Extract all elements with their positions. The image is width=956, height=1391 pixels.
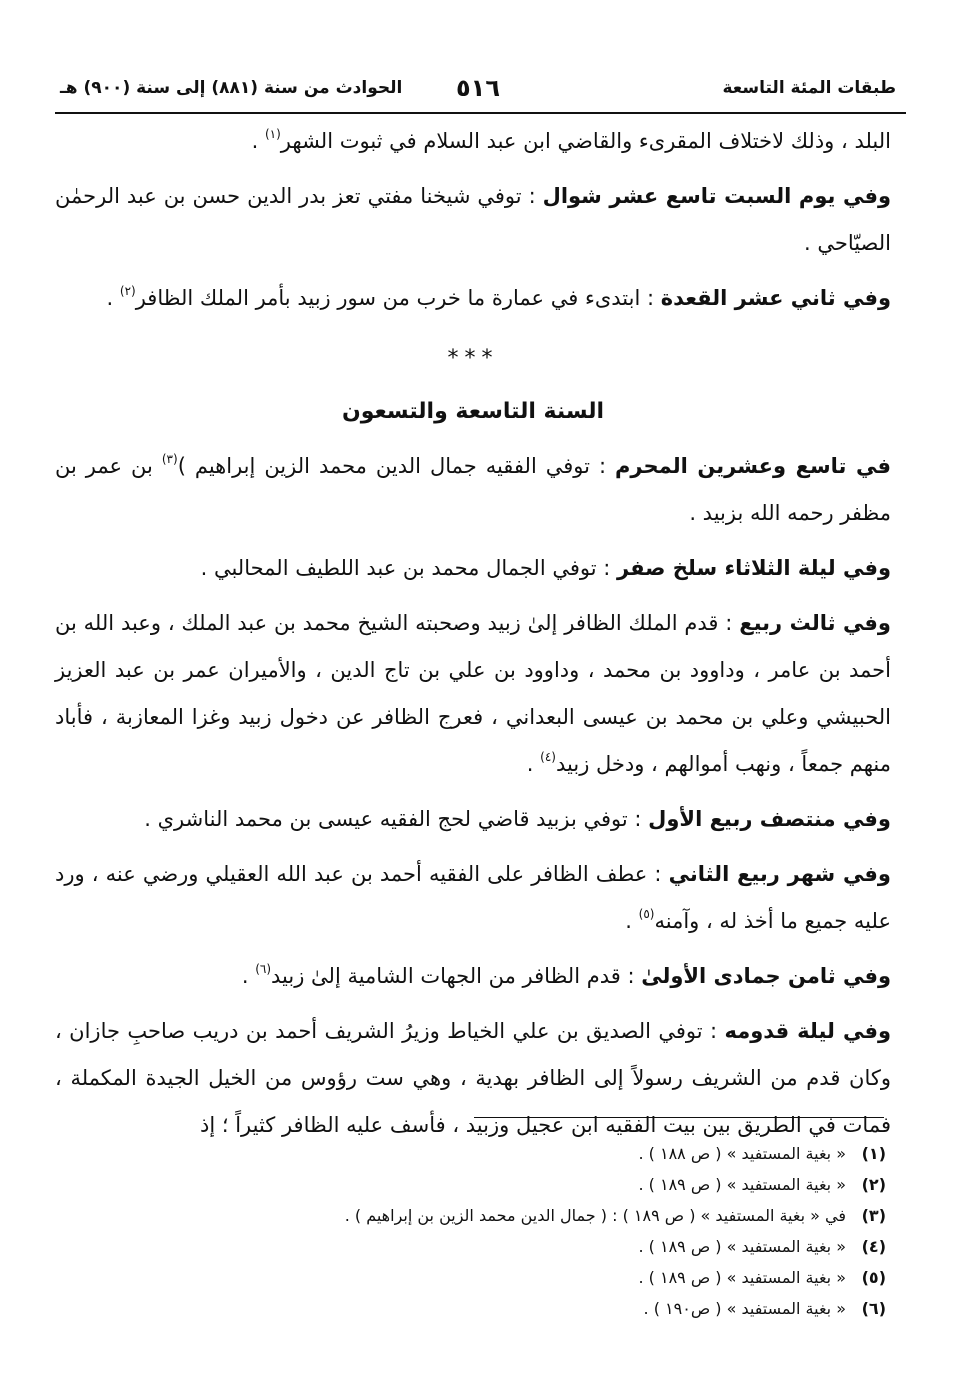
paragraph-lead: وفي منتصف ربيع الأول bbox=[648, 807, 891, 831]
footnote-item bbox=[60, 1262, 886, 1293]
paragraph-text: : ابتدىء في عمارة ما خرب من سور زبيد بأمر الملك الظافر bbox=[135, 286, 661, 310]
paragraph bbox=[55, 173, 891, 267]
paragraph-lead: وفي ليلة الثلاثاء سلخ صفر bbox=[617, 556, 891, 580]
paragraph bbox=[55, 1008, 891, 1149]
paragraph-text: البلد ، وذلك لاختلاف المقرىء والقاضي ابن عبد السلام في ثبوت الشهر bbox=[280, 129, 891, 153]
section-separator: *** bbox=[447, 346, 499, 371]
paragraph-lead: وفي ليلة قدومه bbox=[724, 1019, 892, 1043]
paragraph bbox=[55, 545, 891, 592]
footnote-ref[interactable]: (١) bbox=[264, 127, 281, 141]
footnote-rule bbox=[474, 1117, 884, 1118]
footnote-item bbox=[60, 1293, 886, 1324]
paragraph-text: : توفي شيخنا مفتي تعز بدر الدين حسن بن عبد الرحمٰن الصيّاحي . bbox=[55, 184, 891, 255]
footnote-number: (٢) bbox=[861, 1175, 886, 1194]
paragraph-tail: . bbox=[625, 909, 639, 933]
footnote-ref[interactable]: (٤) bbox=[540, 750, 556, 764]
paragraph-lead: وفي ثاني عشر القعدة bbox=[660, 286, 891, 310]
footnote-ref[interactable]: (٣) bbox=[161, 452, 178, 466]
main-text bbox=[55, 118, 891, 1157]
footnote-text: « بغية المستفيد » ( ص ١٨٩ ) . bbox=[638, 1268, 846, 1287]
paragraph bbox=[55, 851, 891, 945]
paragraph-lead: وفي ثامن جمادى الأولىٰ bbox=[641, 964, 891, 988]
running-header bbox=[60, 74, 896, 110]
paragraph bbox=[55, 953, 891, 1000]
footnote-text: « بغية المستفيد » ( ص ١٨٨ ) . bbox=[638, 1144, 846, 1163]
footnote-item bbox=[60, 1169, 886, 1200]
header-rule bbox=[55, 112, 906, 114]
paragraph-tail: . bbox=[106, 286, 120, 310]
footnote-number: (٤) bbox=[861, 1237, 886, 1256]
paragraph-tail: . bbox=[251, 129, 265, 153]
footnote-item bbox=[60, 1231, 886, 1262]
footnote-item bbox=[60, 1138, 886, 1169]
paragraph-text: : عطف الظافر على الفقيه أحمد بن عبد الله العقيلي ورضي عنه ، ورد عليه جميع ما أخذ له ، وآمنه bbox=[55, 862, 891, 933]
paragraph-tail: . bbox=[526, 752, 541, 776]
footnote-text: « بغية المستفيد » ( ص ١٨٩ ) . bbox=[638, 1175, 846, 1194]
paragraph-lead: في تاسع وعشرين المحرم bbox=[615, 454, 891, 478]
paragraph-lead: وفي ثالث ربيع bbox=[739, 611, 891, 635]
footnote-text: « بغية المستفيد » ( ص ١٨٩ ) . bbox=[638, 1237, 846, 1256]
paragraph-text: : توفي الفقيه جمال الدين محمد الزين إبراهيم ) bbox=[177, 454, 616, 478]
paragraph bbox=[55, 275, 891, 322]
paragraph bbox=[55, 443, 891, 537]
paragraph-text: : قدم الملك الظافر إلىٰ زبيد وصحبته الشيخ محمد بن عبد الملك ، وعبد الله بن أحمد بن عامر ، وداوود بن محمد ، وداوود بن علي بن تاج الدين ، والأميران عمر بن عبد العزيز الحبيشي وعلي بن محمد بن عيسى البعداني ، فعرج الظافر عن دخول زبيد وغزا المعازبة ، فأباد منهم جمعاً ، ونهب أموالهم ، ودخل زبيد bbox=[55, 611, 891, 776]
footnote-ref[interactable]: (٢) bbox=[119, 284, 136, 298]
footnote-number: (٣) bbox=[861, 1206, 886, 1225]
page-number: ٥١٦ bbox=[456, 74, 500, 102]
paragraph-tail: . bbox=[241, 964, 256, 988]
bottom-paragraphs bbox=[55, 443, 891, 1149]
paragraph-text: : توفي الصديق بن علي الخياط وزيرُ الشريف أحمد بن دريب صاحبِ جازان ، وكان قدم من الشريف رسولاً إلى الظافر بهدية ، وهي ست رؤوس من الخيل الجيدة المكملة ، فمات في الطريق بين بيت الفقيه ابن عجيل وزبيد ، فأسف عليه الظافر كثيراً ؛ إذ bbox=[55, 1019, 891, 1137]
footnote-number: (٦) bbox=[861, 1299, 886, 1318]
footnote-ref[interactable]: (٦) bbox=[255, 962, 272, 976]
footnotes bbox=[60, 1138, 886, 1324]
paragraph bbox=[55, 600, 891, 788]
book-title-header: طبقات المئة التاسعة bbox=[722, 78, 896, 98]
footnote-item bbox=[60, 1200, 886, 1231]
paragraph bbox=[55, 796, 891, 843]
footnote-ref[interactable]: (٥) bbox=[638, 907, 655, 921]
footnote-text: « بغية المستفيد » ( ص١٩٠ ) . bbox=[643, 1299, 846, 1318]
footnote-number: (٥) bbox=[861, 1268, 886, 1287]
paragraph-text: : توفي بزبيد قاضي لحج الفقيه عيسى بن محمد الناشري . bbox=[144, 807, 649, 831]
chapter-title-header: الحوادث من سنة (٨٨١) إلى سنة (٩٠٠) هـ bbox=[60, 78, 403, 98]
paragraph-text: : توفي الجمال محمد بن عبد اللطيف المحالبي . bbox=[200, 556, 617, 580]
paragraph bbox=[55, 118, 891, 165]
paragraph-lead: وفي يوم السبت تاسع عشر شوال bbox=[542, 184, 891, 208]
footnote-number: (١) bbox=[861, 1144, 886, 1163]
paragraph-lead: وفي شهر ربيع الثاني bbox=[668, 862, 891, 886]
paragraph-tail: بن عمر بن مظفر رحمه الله بزبيد . bbox=[55, 454, 891, 525]
top-paragraphs bbox=[55, 118, 891, 322]
paragraph-text: : قدم الظافر من الجهات الشامية إلىٰ زبيد bbox=[271, 964, 642, 988]
footnote-text: في « بغية المستفيد » ( ص ١٨٩ ) : ( جمال الدين محمد الزين بن إبراهيم ) . bbox=[344, 1206, 846, 1225]
section-title: السنة التاسعة والتسعون bbox=[341, 399, 605, 424]
